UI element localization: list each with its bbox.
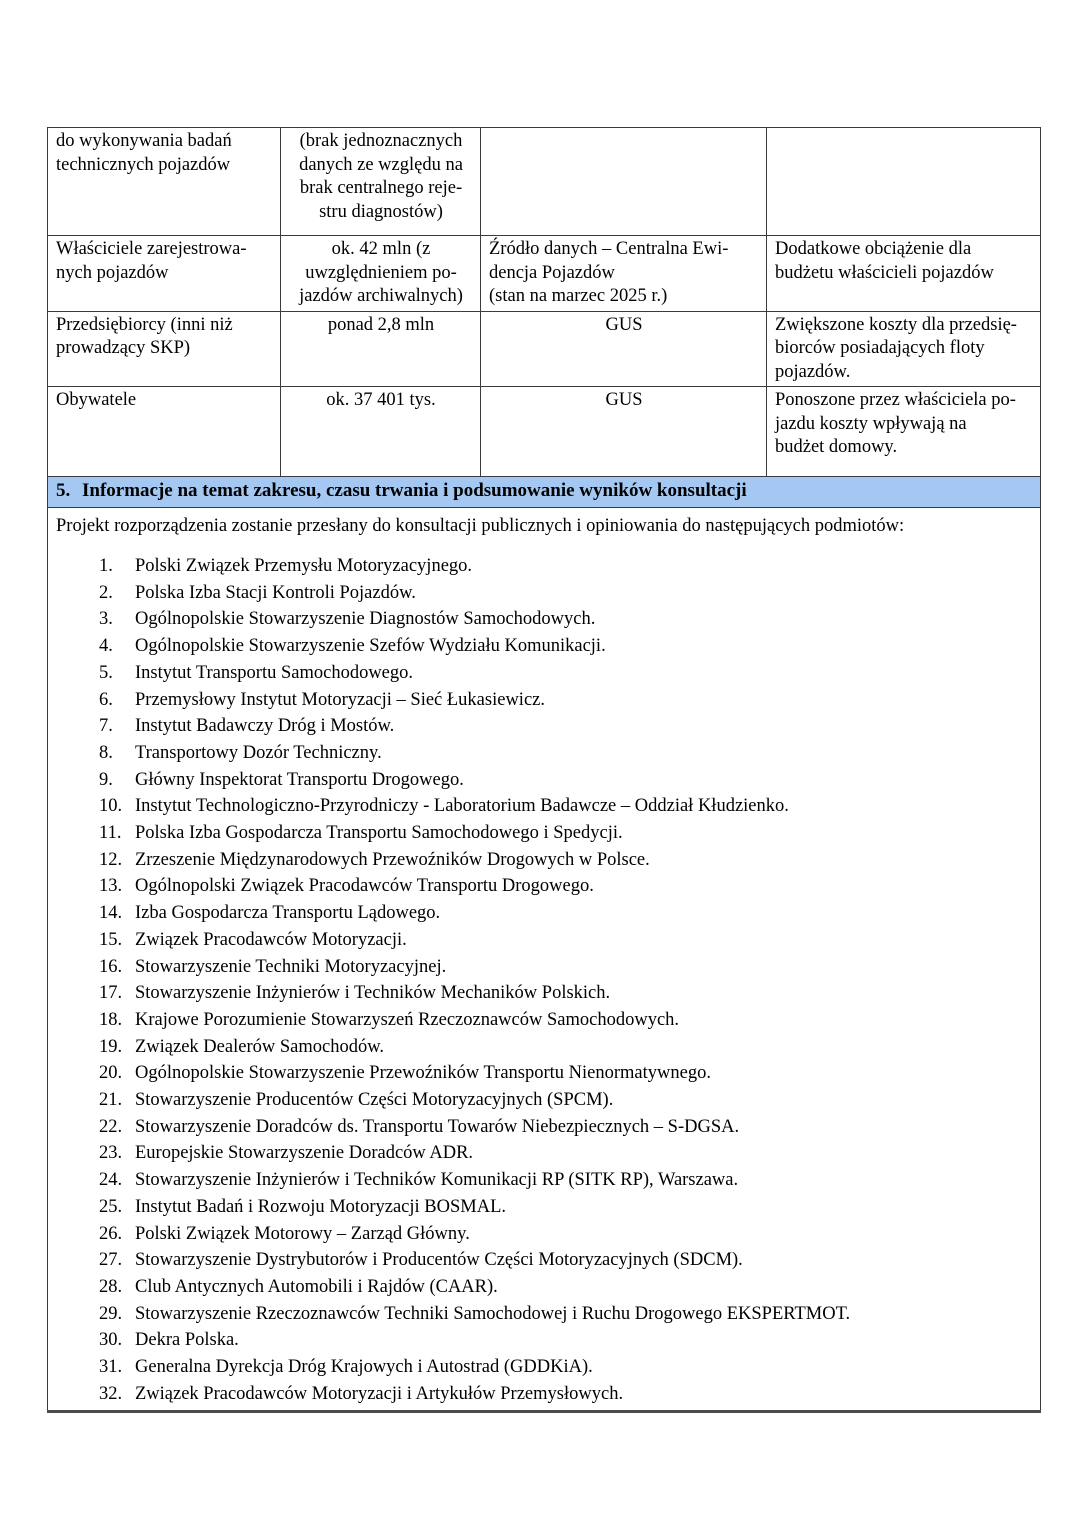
list-item-text: Stowarzyszenie Rzeczoznawców Techniki Samochodowej i Ruchu Drogowego EKSPERTMOT. [135, 1303, 851, 1324]
list-item-text: Ogólnopolskie Stowarzyszenie Szefów Wydziału Komunikacji. [135, 636, 606, 657]
section-title: Informacje na temat zakresu, czasu trwania i podsumowanie wyników konsultacji [82, 480, 747, 501]
list-item [56, 1140, 1032, 1167]
list-item-text: Stowarzyszenie Techniki Motoryzacyjnej. [135, 956, 447, 977]
list-item-text: Instytut Transportu Samochodowego. [135, 662, 414, 683]
table-row [48, 236, 1041, 312]
list-item-text: Dekra Polska. [135, 1330, 239, 1351]
list-item [56, 1087, 1032, 1114]
section-5-content-row [48, 508, 1041, 1412]
list-item-number: 23. [99, 1143, 123, 1164]
list-item [56, 740, 1032, 767]
table-row [48, 387, 1041, 477]
list-item-number: 24. [99, 1170, 123, 1191]
list-item-text: Stowarzyszenie Inżynierów i Techników Komunikacji RP (SITK RP), Warszawa. [135, 1170, 739, 1191]
list-item-text: Przemysłowy Instytut Motoryzacji – Sieć Łukasiewicz. [135, 689, 545, 710]
list-item-text: Instytut Technologiczno-Przyrodniczy - Laboratorium Badawcze – Oddział Kłudzienko. [135, 796, 789, 817]
list-item-text: Stowarzyszenie Doradców ds. Transportu Towarów Niebezpiecznych – S-DGSA. [135, 1116, 740, 1137]
list-item-number: 27. [99, 1250, 123, 1271]
table-cell: Zwiększone koszty dla przedsię- biorców posiadających floty pojazdów. [767, 311, 1041, 387]
list-item-number: 21. [99, 1090, 123, 1111]
list-item-number: 22. [99, 1116, 123, 1137]
list-item-text: Polski Związek Motorowy – Zarząd Główny. [135, 1223, 470, 1244]
list-item-number: 26. [99, 1223, 123, 1244]
consultation-list [56, 553, 1032, 1408]
list-item-number: 3. [99, 609, 113, 630]
list-item-number: 30. [99, 1330, 123, 1351]
list-item [56, 847, 1032, 874]
list-item-text: Instytut Badań i Rozwoju Motoryzacji BOSMAL. [135, 1196, 506, 1217]
list-item-number: 18. [99, 1009, 123, 1030]
list-item [56, 1381, 1032, 1408]
list-item [56, 1354, 1032, 1381]
list-item-text: Transportowy Dozór Techniczny. [135, 742, 382, 763]
list-item-number: 13. [99, 876, 123, 897]
list-item [56, 954, 1032, 981]
list-item-number: 12. [99, 849, 123, 870]
table-cell: Właściciele zarejestrowa- nych pojazdów [48, 236, 281, 312]
list-item-text: Ogólnopolski Związek Pracodawców Transportu Drogowego. [135, 876, 594, 897]
list-item [56, 660, 1032, 687]
list-item [56, 873, 1032, 900]
table-cell: Przedsiębiorcy (inni niż prowadzący SKP) [48, 311, 281, 387]
table-row [48, 311, 1041, 387]
list-item-number: 1. [99, 556, 113, 576]
table-cell: (brak jednoznacznych danych ze względu na brak centralnego reje- stru diagnostów) [281, 128, 481, 236]
list-item-number: 4. [99, 636, 113, 657]
list-item-number: 7. [99, 716, 113, 737]
list-item [56, 820, 1032, 847]
table-cell: GUS [481, 311, 767, 387]
list-item-number: 11. [99, 823, 122, 844]
table-cell: ok. 42 mln (z uwzględnieniem po- jazdów archiwalnych) [281, 236, 481, 312]
list-item-number: 25. [99, 1196, 123, 1217]
list-item-number: 31. [99, 1357, 123, 1378]
list-item [56, 980, 1032, 1007]
table-row [48, 128, 1041, 236]
list-item-number: 5. [99, 662, 113, 683]
list-item [56, 1301, 1032, 1328]
list-item-text: Izba Gospodarcza Transportu Lądowego. [135, 903, 441, 924]
list-item-text: Stowarzyszenie Dystrybutorów i Producentów Części Motoryzacyjnych (SDCM). [135, 1250, 743, 1271]
list-item-number: 10. [99, 796, 123, 817]
list-item-text: Krajowe Porozumienie Stowarzyszeń Rzeczoznawców Samochodowych. [135, 1009, 680, 1030]
list-item [56, 633, 1032, 660]
list-item-number: 2. [99, 582, 113, 603]
list-item [56, 606, 1032, 633]
list-item-number: 8. [99, 742, 113, 763]
list-item-text: Związek Pracodawców Motoryzacji i Artykułów Przemysłowych. [135, 1383, 624, 1404]
list-item [56, 1034, 1032, 1061]
list-item [56, 1221, 1032, 1248]
list-item-text: Stowarzyszenie Inżynierów i Techników Mechaników Polskich. [135, 983, 611, 1004]
table-cell: ponad 2,8 mln [281, 311, 481, 387]
list-item-number: 19. [99, 1036, 123, 1057]
table-cell: Ponoszone przez właściciela po- jazdu koszty wpływają na budżet domowy. [767, 387, 1041, 477]
table-cell: ok. 37 401 tys. [281, 387, 481, 477]
list-item-number: 14. [99, 903, 123, 924]
table-cell [767, 128, 1041, 236]
list-item [56, 793, 1032, 820]
list-item-text: Club Antycznych Automobili i Rajdów (CAAR). [135, 1276, 498, 1297]
list-item-text: Zrzeszenie Międzynarodowych Przewoźników Drogowych w Polsce. [135, 849, 650, 870]
list-item-text: Ogólnopolskie Stowarzyszenie Przewoźników Transportu Nienormatywnego. [135, 1063, 711, 1084]
table-cell: do wykonywania badań technicznych pojazdów [48, 128, 281, 236]
table-cell: Źródło danych – Centralna Ewi- dencja Pojazdów (stan na marzec 2025 r.) [481, 236, 767, 312]
list-item [56, 1247, 1032, 1274]
list-item-number: 20. [99, 1063, 123, 1084]
section-5-content [48, 508, 1041, 1412]
list-item-text: Związek Dealerów Samochodów. [135, 1036, 384, 1057]
list-item [56, 553, 1032, 580]
table-cell: GUS [481, 387, 767, 477]
list-item-text: Europejskie Stowarzyszenie Doradców ADR. [135, 1143, 474, 1164]
list-item-number: 28. [99, 1276, 123, 1297]
table-cell [481, 128, 767, 236]
list-item [56, 1327, 1032, 1354]
list-item [56, 580, 1032, 607]
list-item [56, 900, 1032, 927]
list-item [56, 1060, 1032, 1087]
list-item [56, 1114, 1032, 1141]
list-item-text: Polski Związek Przemysłu Motoryzacyjnego. [135, 556, 473, 576]
list-item [56, 687, 1032, 714]
list-item-text: Generalna Dyrekcja Dróg Krajowych i Autostrad (GDDKiA). [135, 1357, 593, 1378]
list-item-number: 29. [99, 1303, 123, 1324]
list-item [56, 1007, 1032, 1034]
section-5-header-row [48, 477, 1041, 508]
list-item [56, 1167, 1032, 1194]
impact-assessment-table [47, 127, 1041, 1413]
list-item [56, 767, 1032, 794]
consultation-intro: Projekt rozporządzenia zostanie przesłany do konsultacji publicznych i opiniowania do następujących podmiotów: [56, 516, 905, 536]
list-item [56, 927, 1032, 954]
list-item-number: 16. [99, 956, 123, 977]
list-item [56, 713, 1032, 740]
table-cell: Obywatele [48, 387, 281, 477]
list-item [56, 1194, 1032, 1221]
list-item-text: Polska Izba Gospodarcza Transportu Samochodowego i Spedycji. [135, 823, 623, 844]
list-item-text: Polska Izba Stacji Kontroli Pojazdów. [135, 582, 416, 603]
list-item-number: 17. [99, 983, 123, 1004]
list-item-text: Stowarzyszenie Producentów Części Motoryzacyjnych (SPCM). [135, 1090, 614, 1111]
table-cell: Dodatkowe obciążenie dla budżetu właścicieli pojazdów [767, 236, 1041, 312]
list-item [56, 1274, 1032, 1301]
list-item-text: Ogólnopolskie Stowarzyszenie Diagnostów Samochodowych. [135, 609, 596, 630]
section-number: 5. [56, 480, 71, 501]
list-item-number: 6. [99, 689, 113, 710]
list-item-number: 32. [99, 1383, 123, 1404]
list-item-text: Związek Pracodawców Motoryzacji. [135, 929, 407, 950]
list-item-text: Instytut Badawczy Dróg i Mostów. [135, 716, 395, 737]
section-5-header [48, 477, 1041, 508]
list-item-number: 9. [99, 769, 113, 790]
list-item-number: 15. [99, 929, 123, 950]
list-item-text: Główny Inspektorat Transportu Drogowego. [135, 769, 464, 790]
